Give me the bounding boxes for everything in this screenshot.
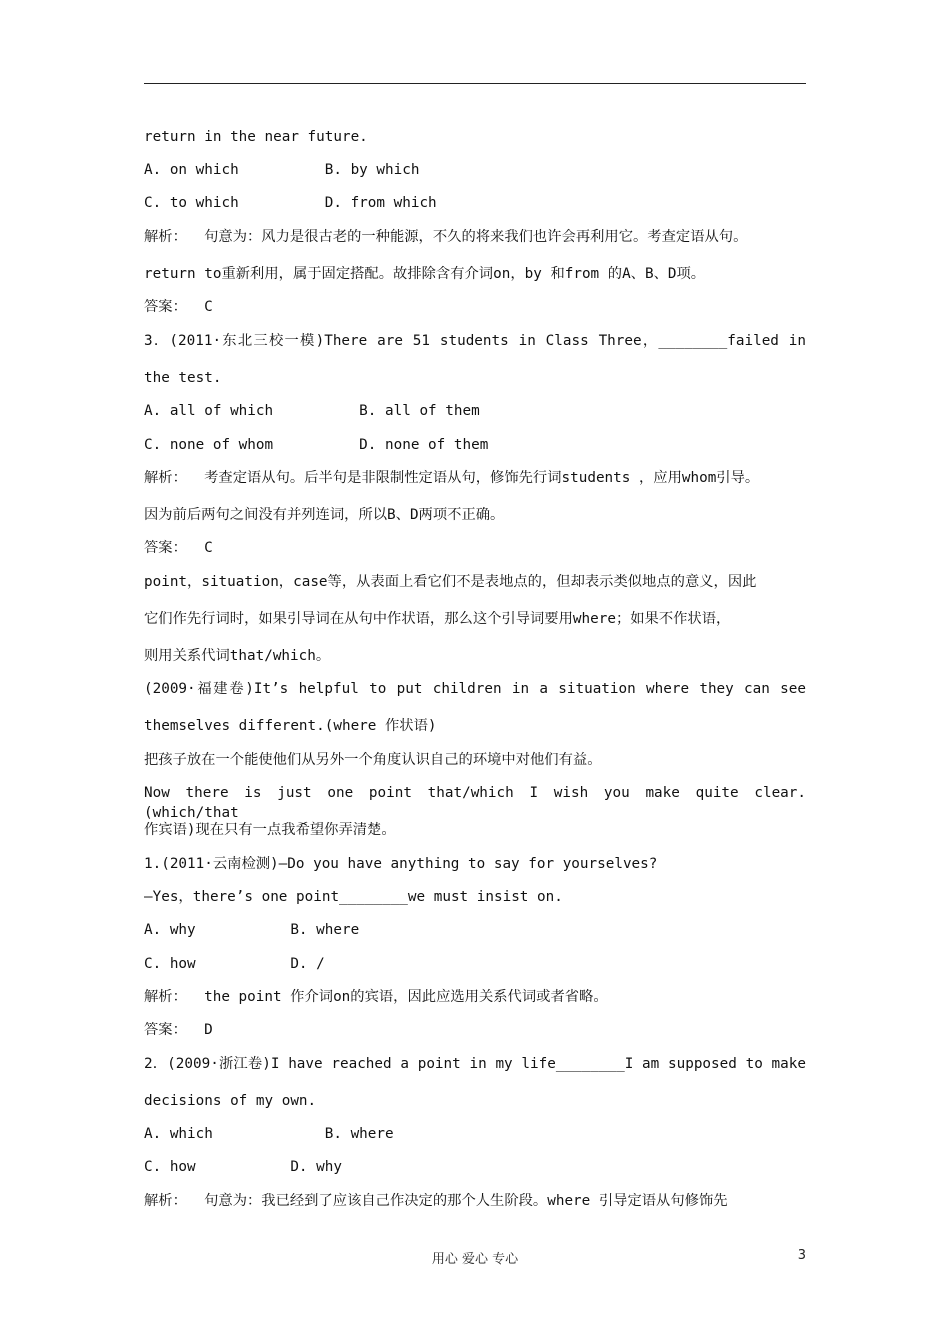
- answer-line: 答案： C: [144, 299, 213, 315]
- text-line: 它们作先行词时，如果引导词在从句中作状语，那么这个引导词要用where；如果不作状语，: [144, 611, 731, 627]
- option-line: A. why B. where: [144, 922, 360, 938]
- answer-line: 答案： C: [144, 540, 213, 556]
- question-line: 1.(2011·云南检测)—Do you have anything to say for yourselves?: [144, 856, 658, 872]
- example-line: (2009·福建卷)It’s helpful to put children in a situation where they can see: [144, 681, 806, 697]
- footer-motto: 用心 爱心 专心: [431, 1252, 519, 1267]
- example-line: Now there is just one point that/which I wish you make quite clear.(which/that: [144, 785, 806, 821]
- option-line: C. to which D. from which: [144, 195, 437, 211]
- question-line: 3．(2011·东北三校一模)There are 51 students in Class Three，________failed in: [144, 333, 806, 349]
- option-line: A. on which B. by which: [144, 162, 420, 178]
- question-line: 2．(2009·浙江卷)I have reached a point in my life________I am supposed to make: [144, 1056, 806, 1072]
- text-line: 则用关系代词that/which。: [144, 648, 331, 664]
- analysis-line: 解析： 句意为：风力是很古老的一种能源，不久的将来我们也许会再利用它。考查定语从句。: [144, 229, 748, 245]
- question-line: decisions of my own.: [144, 1093, 317, 1109]
- option-line: C. none of whom D. none of them: [144, 437, 489, 453]
- page-number: 3: [797, 1248, 806, 1263]
- example-line: themselves different.(where 作状语): [144, 718, 437, 734]
- text-line: return in the near future.: [144, 129, 368, 145]
- option-line: C. how D. /: [144, 956, 325, 972]
- option-line: A. all of which B. all of them: [144, 403, 480, 419]
- analysis-line: 解析： 句意为：我已经到了应该自己作决定的那个人生阶段。where 引导定语从句修饰先: [144, 1193, 728, 1209]
- question-line: —Yes，there’s one point________we must insist on.: [144, 889, 563, 905]
- translation-line: 把孩子放在一个能使他们从另外一个角度认识自己的环境中对他们有益。: [144, 752, 602, 768]
- question-line: the test.: [144, 370, 222, 386]
- translation-line: 作宾语)现在只有一点我希望你弄清楚。: [144, 822, 396, 838]
- option-line: A. which B. where: [144, 1126, 394, 1142]
- option-line: C. how D. why: [144, 1159, 342, 1175]
- analysis-line: 因为前后两句之间没有并列连词，所以B、D两项不正确。: [144, 507, 505, 523]
- header-rule: [144, 83, 806, 84]
- analysis-line: return to重新利用，属于固定搭配。故排除含有介词on，by 和from 的A、B、D项。: [144, 266, 706, 282]
- analysis-line: 解析： 考查定语从句。后半句是非限制性定语从句，修饰先行词students ，应用whom引导。: [144, 470, 760, 486]
- text-line: point，situation，case等，从表面上看它们不是表地点的，但却表示类似地点的意义，因此: [144, 574, 757, 590]
- answer-line: 答案： D: [144, 1022, 213, 1038]
- analysis-line: 解析： the point 作介词on的宾语，因此应选用关系代词或者省略。: [144, 989, 608, 1005]
